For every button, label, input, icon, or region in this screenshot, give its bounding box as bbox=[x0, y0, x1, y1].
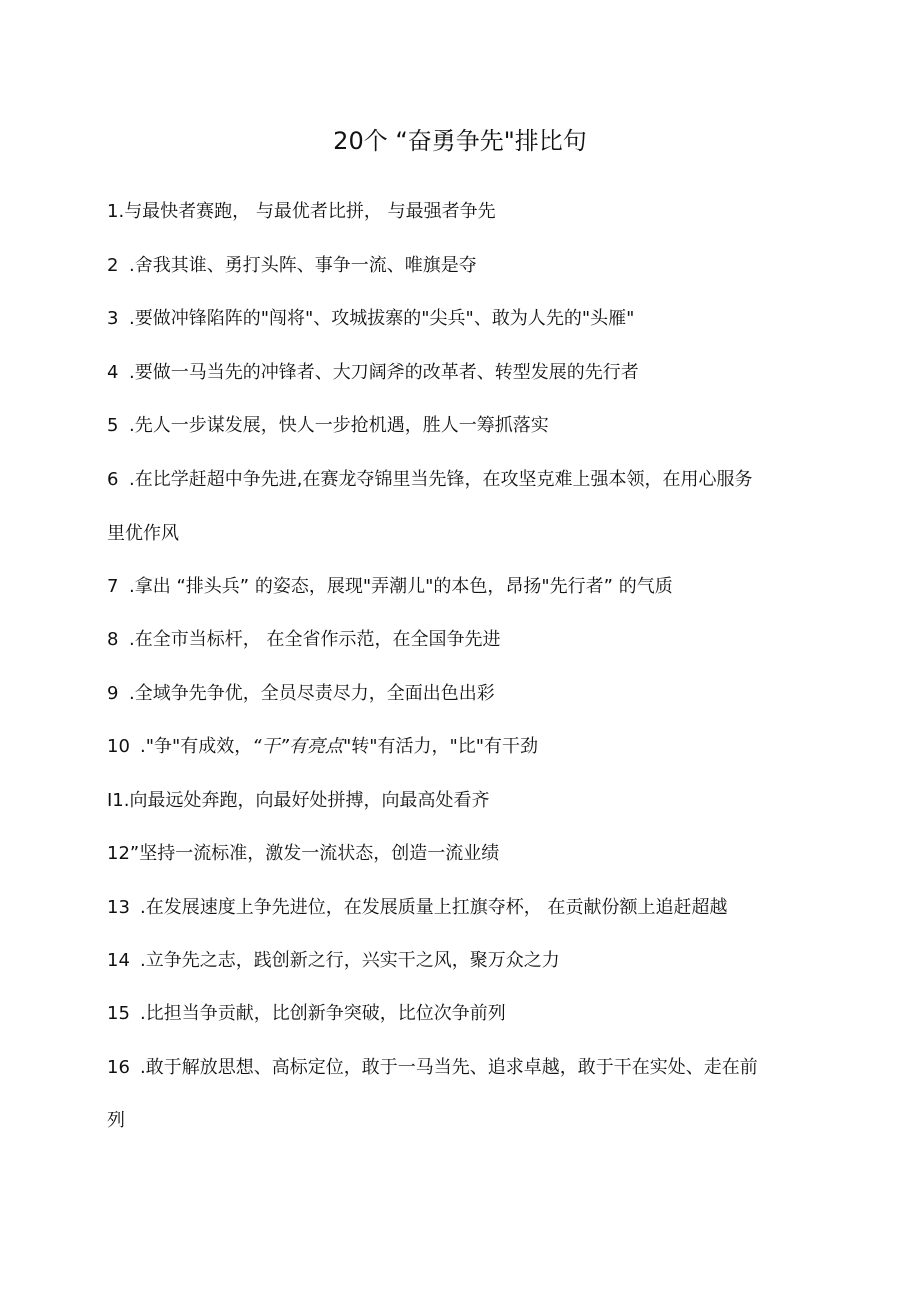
list-item bbox=[107, 199, 496, 225]
list-item bbox=[107, 1001, 506, 1027]
item-text: .立争先之志，践创新之行，兴实干之风，聚万众之力 bbox=[140, 950, 560, 971]
item-number: 1. bbox=[107, 201, 125, 222]
item-number: 13 bbox=[107, 897, 130, 918]
list-item-continuation bbox=[107, 521, 179, 547]
list-item-continuation bbox=[107, 1108, 125, 1134]
item-number: 8 bbox=[107, 629, 119, 650]
item-text: 与最快者赛跑， 与最优者比拼， 与最强者争先 bbox=[124, 201, 496, 222]
list-item bbox=[107, 788, 489, 814]
item-number: 7 bbox=[107, 576, 119, 597]
item-number: 10 bbox=[107, 736, 130, 757]
item-text: .在发展速度上争先进位，在发展质量上扛旗夺杯， 在贡献份额上追赶超越 bbox=[140, 897, 728, 918]
list-item bbox=[107, 895, 727, 921]
list-item bbox=[107, 360, 639, 386]
item-number: 6 bbox=[107, 469, 119, 490]
item-text: .要做冲锋陷阵的"闯将"、攻城拔寨的"尖兵"、敢为人先的"头雁" bbox=[129, 308, 635, 329]
item-text: .在比学赶超中争先进,在赛龙夺锦里当先锋，在攻坚克难上强本领，在用心服务 bbox=[129, 469, 753, 490]
item-text-italic: “干”有亮点 bbox=[252, 736, 343, 757]
list-item bbox=[107, 681, 495, 707]
item-text-part: "转"有活力，"比"有干劲 bbox=[342, 736, 539, 757]
item-number: 9 bbox=[107, 683, 119, 704]
item-text: 列 bbox=[107, 1110, 125, 1131]
list-item bbox=[107, 1055, 758, 1081]
item-text: .舍我其谁、勇打头阵、事争一流、唯旗是夺 bbox=[129, 255, 477, 276]
item-text: 里优作风 bbox=[107, 523, 179, 544]
list-item bbox=[107, 574, 673, 600]
list-item bbox=[107, 413, 549, 439]
item-text: .拿出 “排头兵” 的姿态，展现"弄潮儿"的本色，昂扬"先行者” 的气质 bbox=[129, 576, 673, 597]
item-text: .敢于解放思想、高标定位，敢于一马当先、追求卓越，敢于干在实处、走在前 bbox=[140, 1057, 758, 1078]
list-item bbox=[107, 467, 752, 493]
list-item bbox=[107, 841, 499, 867]
list-item bbox=[107, 306, 634, 332]
item-number: 5 bbox=[107, 415, 119, 436]
item-text: .在全市当标杆， 在全省作示范，在全国争先进 bbox=[129, 629, 501, 650]
item-number: 3 bbox=[107, 308, 119, 329]
item-number: 15 bbox=[107, 1003, 130, 1024]
item-text-part: ."争"有成效， bbox=[140, 736, 253, 757]
list-item bbox=[107, 948, 560, 974]
item-text: 坚持一流标准，激发一流状态，创造一流业绩 bbox=[139, 843, 500, 864]
list-item bbox=[107, 253, 477, 279]
item-text: 向最远处奔跑，向最好处拼搏，向最高处看齐 bbox=[129, 790, 490, 811]
item-text: .全域争先争优，全员尽责尽力，全面出色出彩 bbox=[129, 683, 495, 704]
item-number: 4 bbox=[107, 362, 119, 383]
item-number: 16 bbox=[107, 1057, 130, 1078]
item-text: .比担当争贡献，比创新争突破，比位次争前列 bbox=[140, 1003, 506, 1024]
document-title: 20个 “奋勇争先"排比句 bbox=[333, 127, 587, 155]
item-number: 12” bbox=[107, 843, 140, 864]
list-item bbox=[107, 734, 538, 760]
item-text: .要做一马当先的冲锋者、大刀阔斧的改革者、转型发展的先行者 bbox=[129, 362, 639, 383]
item-text: .先人一步谋发展，快人一步抢机遇，胜人一筹抓落实 bbox=[129, 415, 549, 436]
item-number: 2 bbox=[107, 255, 119, 276]
list-item bbox=[107, 627, 500, 653]
item-number: I1. bbox=[107, 790, 130, 811]
item-number: 14 bbox=[107, 950, 130, 971]
